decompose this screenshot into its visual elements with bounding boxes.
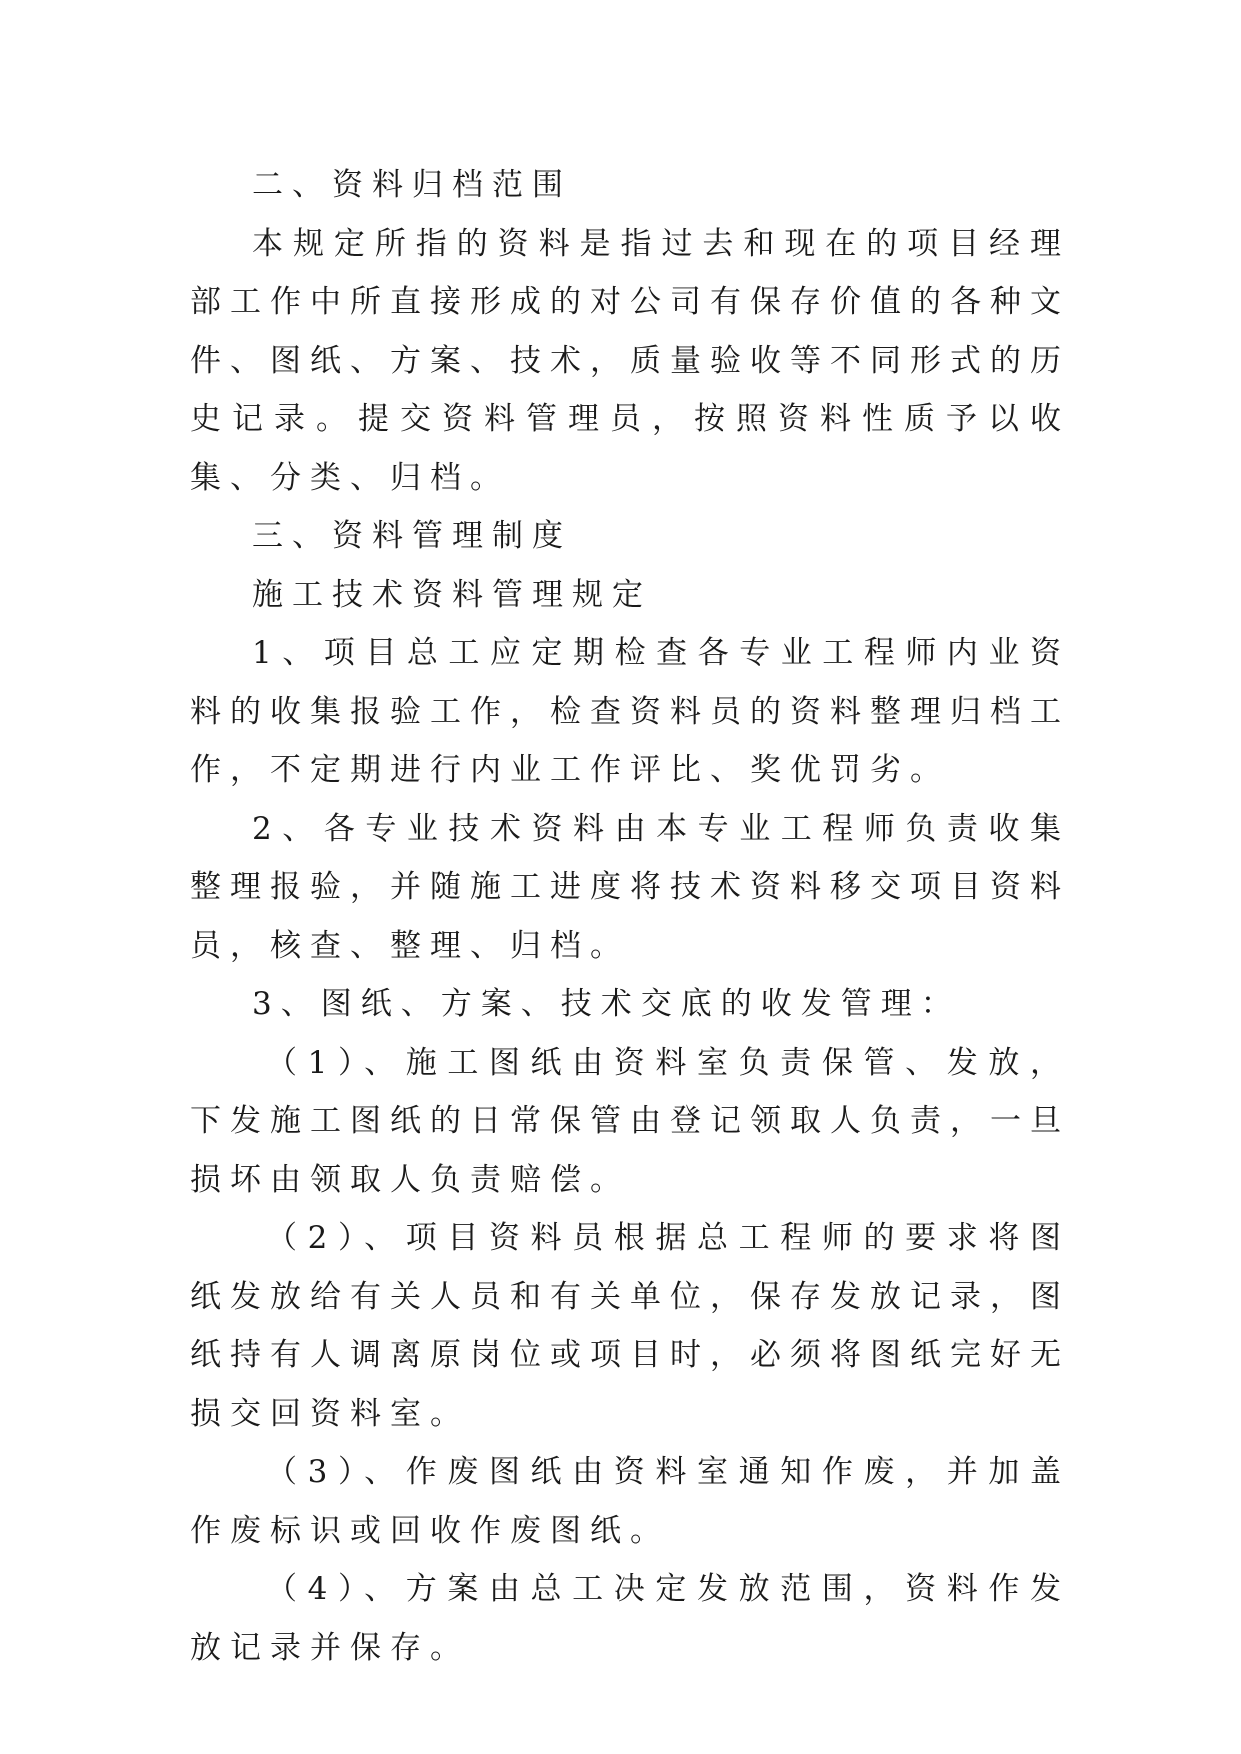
section-heading-management-system: 三、资料管理制度 bbox=[252, 518, 572, 554]
paragraph-subitem-2: （2）、项目资料员根据总工程师的要求将图纸发放给有关人员和有关单位，保存发放记录，图纸持有人调离原岗位或项目时，必须将图纸完好无损交回资料室。 bbox=[190, 1220, 1070, 1432]
paragraph-archive-scope: 本规定所指的资料是指过去和现在的项目经理部工作中所直接形成的对公司有保存价值的各种文件、图纸、方案、技术，质量验收等不同形式的历史记录。提交资料管理员，按照资料性质予以收集、分类、归档。 bbox=[190, 225, 1070, 496]
paragraph-item-2: 2、各专业技术资料由本专业工程师负责收集整理报验，并随施工进度将技术资料移交项目资料员，核查、整理、归档。 bbox=[190, 810, 1070, 964]
paragraph-subitem-4: （4）、方案由总工决定发放范围，资料作发放记录并保存。 bbox=[190, 1571, 1070, 1666]
section-heading-archive-scope: 二、资料归档范围 bbox=[252, 167, 572, 203]
subheading-technical-data-rules: 施工技术资料管理规定 bbox=[252, 576, 652, 613]
paragraph-item-1: 1、项目总工应定期检查各专业工程师内业资料的收集报验工作，检查资料员的资料整理归档工作，不定期进行内业工作评比、奖优罚劣。 bbox=[190, 635, 1070, 788]
paragraph-item-3: 3、图纸、方案、技术交底的收发管理： bbox=[252, 986, 961, 1022]
document-body bbox=[190, 156, 1070, 1677]
paragraph-subitem-1: （1）、施工图纸由资料室负责保管、发放，下发施工图纸的日常保管由登记领取人负责，一旦损坏由领取人负责赔偿。 bbox=[190, 1044, 1070, 1198]
paragraph-subitem-3: （3）、作废图纸由资料室通知作废，并加盖作废标识或回收作废图纸。 bbox=[190, 1454, 1070, 1549]
